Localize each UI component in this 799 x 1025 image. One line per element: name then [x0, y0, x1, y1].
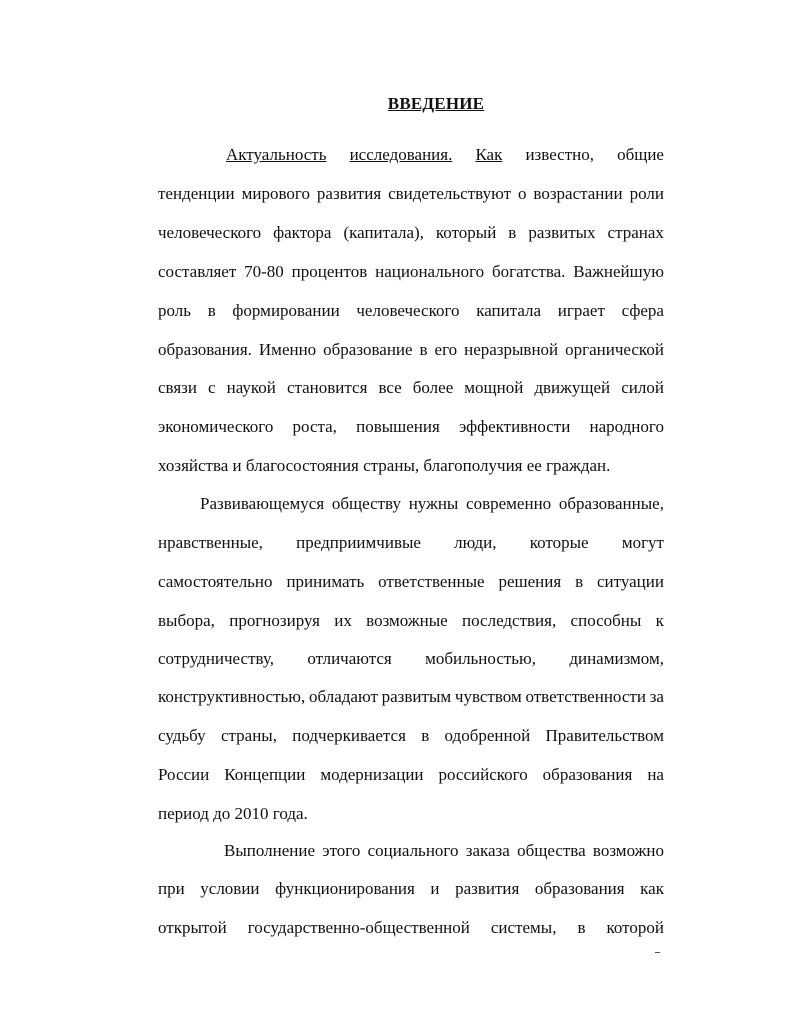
text-word: свидетельствуют [388, 184, 511, 203]
text-word: Выполнение [224, 841, 316, 860]
text-word: тенденции [158, 184, 235, 203]
text-word: роста, [292, 417, 337, 436]
text-word: условии [200, 879, 260, 898]
text-word: составляет [158, 262, 237, 281]
text-word: обществу [331, 494, 401, 513]
text-word: люди, [454, 533, 497, 552]
text-word: конструктивностью, [158, 687, 306, 706]
text-word: последствия, [462, 611, 557, 630]
text-word: в [508, 223, 517, 242]
text-word: человеческого [158, 223, 262, 242]
text-word: модернизации [320, 765, 424, 784]
text-word: 70-80 [244, 262, 284, 281]
text-word: образования [542, 765, 633, 784]
text-word: выбора, [158, 611, 215, 630]
text-line [158, 918, 664, 938]
text-word: динамизмом, [569, 649, 664, 668]
text-word: связи [158, 378, 197, 397]
text-word: экономического [158, 417, 274, 436]
text-word: Важнейшую [573, 262, 664, 281]
text-word: нужны [408, 494, 459, 513]
text-word: открытой [158, 918, 227, 937]
text-word: принимать [286, 572, 365, 591]
text-word: при [158, 879, 185, 898]
text-word: странах [607, 223, 664, 242]
text-word: нравственные, [158, 533, 263, 552]
text-word: и [430, 879, 440, 898]
text-word: неразрывной [464, 340, 559, 359]
text-word: отличаются [307, 649, 392, 668]
scan-artifact [655, 952, 660, 953]
heading-word: исследования. [349, 145, 453, 164]
text-word: мирового [241, 184, 310, 203]
text-word: Именно [258, 340, 317, 359]
text-word: играет [557, 301, 605, 320]
text-word: одобренной [444, 726, 531, 745]
text-line [158, 301, 664, 321]
text-line-last: хозяйства и благосостояния страны, благополучия ее граждан. [158, 456, 611, 475]
text-word: его [434, 340, 458, 359]
text-word: Правительством [545, 726, 664, 745]
text-word: народного [589, 417, 664, 436]
text-word: образования [534, 879, 625, 898]
text-line [224, 841, 664, 861]
text-word: повышения [356, 417, 440, 436]
text-word: известно, [525, 145, 594, 164]
text-line [158, 572, 664, 592]
text-word: сфера [621, 301, 664, 320]
text-line-last: период до 2010 года. [158, 804, 308, 823]
text-word: органической [565, 340, 664, 359]
text-word: развитых [528, 223, 596, 242]
heading-word: Актуальность [226, 145, 327, 164]
text-word: возрастании [533, 184, 623, 203]
text-word: в [207, 301, 216, 320]
text-word: этого [322, 841, 361, 860]
text-word: России [158, 765, 210, 784]
text-word: движущей [534, 378, 611, 397]
text-line [158, 879, 664, 899]
text-word: обладают [309, 687, 378, 706]
text-word: фактора [273, 223, 332, 242]
text-word: роль [158, 301, 192, 320]
text-word: мобильностью, [425, 649, 537, 668]
text-word: решения [498, 572, 562, 591]
text-word: самостоятельно [158, 572, 273, 591]
text-word: в [575, 572, 584, 591]
text-word: который [435, 223, 497, 242]
text-word: богатства. [491, 262, 566, 281]
text-word: в [577, 918, 586, 937]
text-word: могут [621, 533, 664, 552]
text-word: прогнозируя [229, 611, 320, 630]
text-line [158, 611, 664, 631]
text-word: в [419, 340, 428, 359]
text-word: капитала [476, 301, 542, 320]
text-line [158, 262, 664, 282]
text-line [158, 533, 664, 553]
text-word: роли [629, 184, 664, 203]
text-word: все [378, 378, 402, 397]
text-line [158, 687, 664, 707]
text-line [158, 378, 664, 398]
text-line [158, 223, 664, 243]
text-word: развитым [381, 687, 452, 706]
text-word: процентов [291, 262, 368, 281]
text-word: ситуации [597, 572, 664, 591]
text-word: которые [529, 533, 589, 552]
text-word: системы, [490, 918, 557, 937]
text-word: их [334, 611, 352, 630]
text-word: Концепции [224, 765, 306, 784]
text-word: за [649, 687, 664, 706]
text-word: о [517, 184, 527, 203]
text-word: развития [316, 184, 382, 203]
text-word: предприимчивые [296, 533, 421, 552]
text-word: ответственные [378, 572, 485, 591]
text-line [158, 417, 664, 437]
text-word: современно [466, 494, 552, 513]
text-word: чувством [454, 687, 522, 706]
text-word: заказа [465, 841, 510, 860]
text-word: формировании [232, 301, 340, 320]
text-line [158, 649, 664, 669]
text-word: наукой [226, 378, 276, 397]
text-word: социального [367, 841, 459, 860]
text-word: на [647, 765, 664, 784]
text-word: подчеркивается [292, 726, 406, 745]
text-word: Развивающемуся [200, 494, 325, 513]
text-word: способны [570, 611, 642, 630]
text-word: ответственности [525, 687, 646, 706]
text-word: образованные, [558, 494, 664, 513]
text-word: как [640, 879, 664, 898]
text-word: российского [438, 765, 528, 784]
text-word: человеческого [356, 301, 460, 320]
text-word: с [208, 378, 216, 397]
text-word: силой [621, 378, 664, 397]
text-word: к [655, 611, 664, 630]
text-word: эффективности [458, 417, 571, 436]
text-word: более [412, 378, 454, 397]
heading-word: Как [475, 145, 503, 164]
text-line [158, 765, 664, 785]
paragraph-1-line-1 [226, 145, 664, 165]
text-word: возможные [366, 611, 448, 630]
page-title: ВВЕДЕНИЕ [387, 94, 485, 113]
text-word: (капитала), [343, 223, 424, 242]
text-word: функционирования [275, 879, 415, 898]
text-word: национального [375, 262, 485, 281]
text-word: возможно [592, 841, 664, 860]
text-word: образования. [158, 340, 252, 359]
text-word: в [421, 726, 430, 745]
text-word: которой [606, 918, 664, 937]
text-word: развития [455, 879, 520, 898]
text-word: мощной [464, 378, 524, 397]
text-word: общества [517, 841, 586, 860]
text-word: государственно-общественной [247, 918, 470, 937]
text-word: образование [323, 340, 413, 359]
text-line [158, 726, 664, 746]
text-word: становится [286, 378, 368, 397]
text-line [158, 184, 664, 204]
text-word: сотрудничеству, [158, 649, 274, 668]
text-line [158, 340, 664, 360]
text-word: страны, [220, 726, 277, 745]
text-word: общие [617, 145, 664, 164]
text-line [200, 494, 664, 514]
text-word: судьбу [158, 726, 206, 745]
